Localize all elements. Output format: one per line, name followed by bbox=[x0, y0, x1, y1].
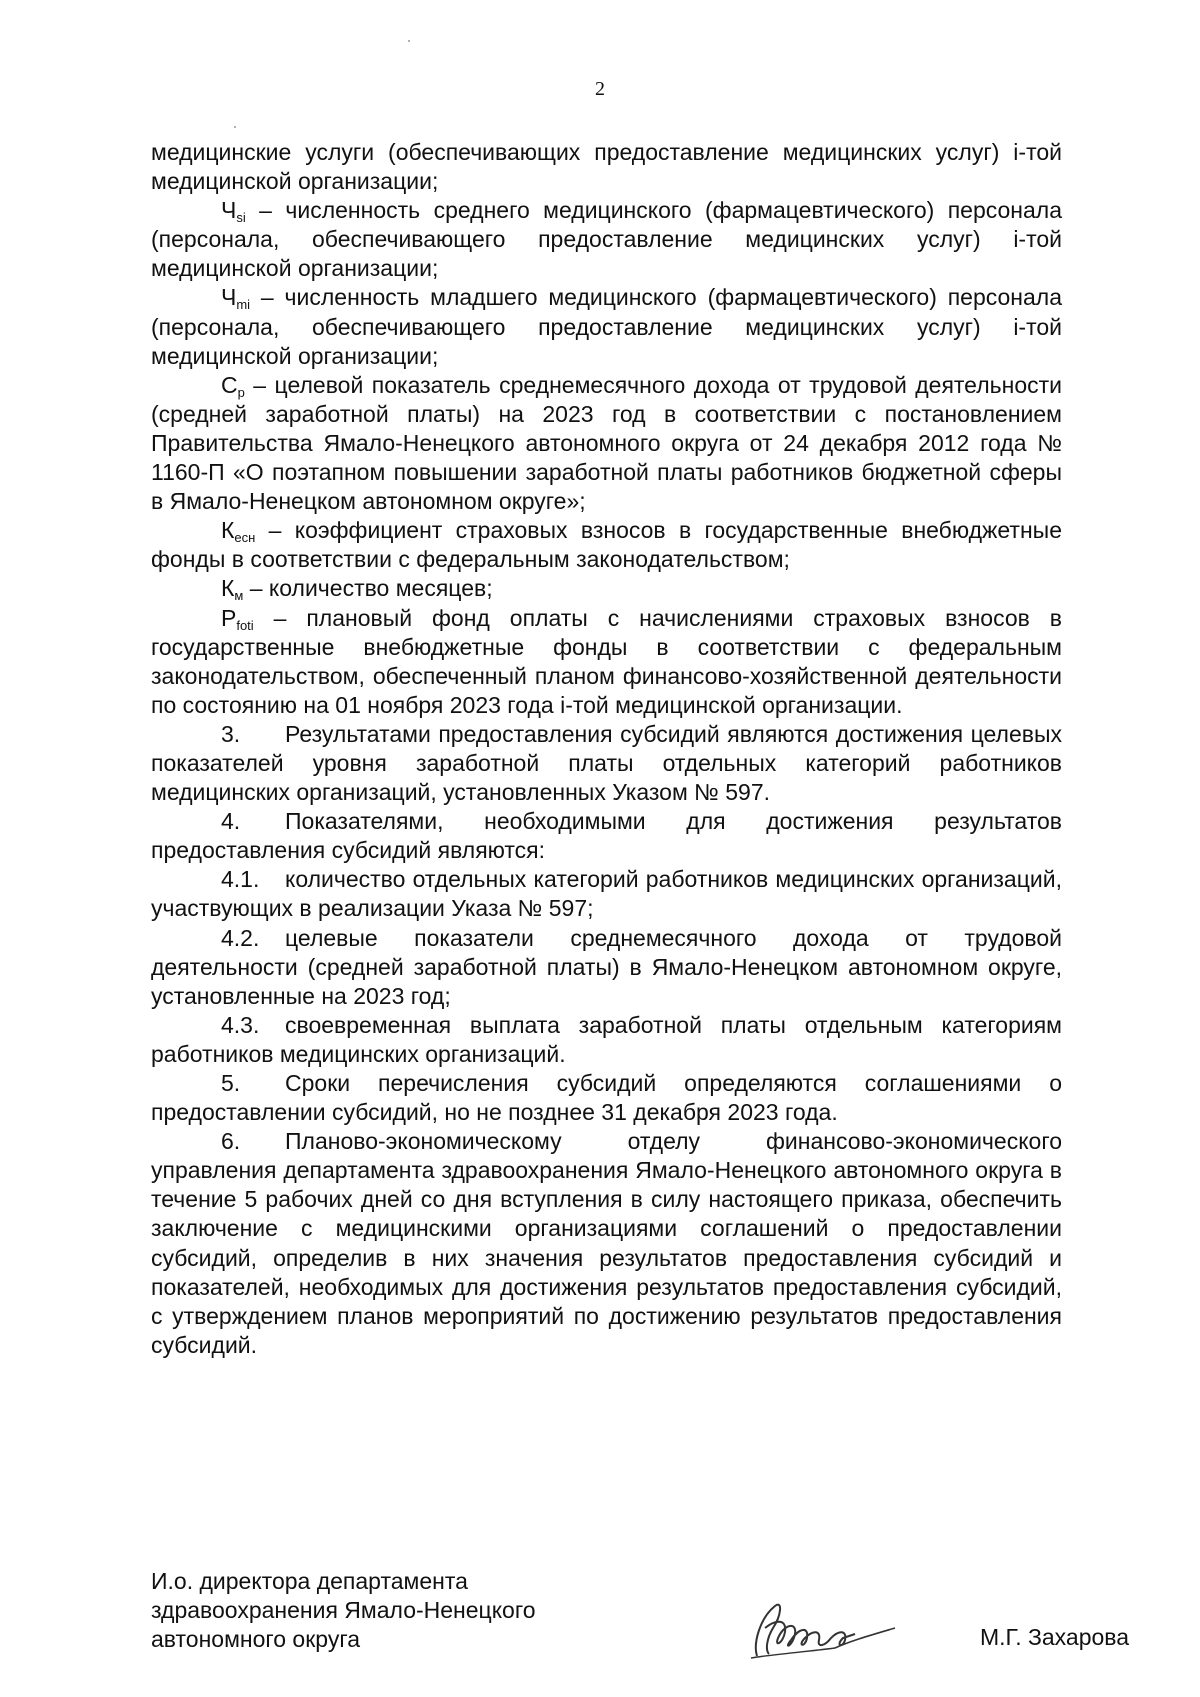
definition-p-foti: $Р_{foti}$ – плановый фонд оплаты с начислениями страховых взносов в государственные внебюджетные фонды в соответствии с федеральным законодательством, обеспеченный планом финансово-хозяйственной деятельности по состоянию на 01 ноября 2023 года i-той медицинской организации. bbox=[151, 604, 1062, 718]
variable-symbol: $С_р$ bbox=[221, 371, 245, 400]
definition-c-p: $С_р$ – целевой показатель среднемесячного дохода от трудовой деятельности (средней заработной платы) на 2023 год в соответствии с постановлением Правительства Ямало-Ненецкого автономного округа от 24 декабря 2012 года № 1160-П «О поэтапном повышении заработной платы работников бюджетной сферы в Ямало-Ненецком автономном округе»; bbox=[151, 371, 1062, 515]
signatory-title-line: автономного округа bbox=[151, 1626, 360, 1652]
signatory-title-line: здравоохранения Ямало-Ненецкого bbox=[151, 1597, 536, 1623]
document-body bbox=[151, 138, 1062, 1360]
variable-symbol: $Р_{foti}$ bbox=[221, 604, 254, 633]
variable-symbol: $Ч_{si}$ bbox=[221, 197, 246, 226]
definition-ch-mi: $Ч_{mi}$ – численность младшего медицинского (фармацевтического) персонала (персонала, обеспечивающего предоставление медицинских услуг) i-той медицинской организации; bbox=[151, 284, 1062, 369]
clause-number: 6. bbox=[221, 1128, 241, 1155]
variable-symbol: $К_м$ bbox=[221, 575, 244, 604]
signatory-title bbox=[151, 1567, 536, 1654]
clause-4-1: 4.1. количество отдельных категорий работников медицинских организаций, участвующих в реализации Указа № 597; bbox=[151, 866, 1062, 922]
scan-speck bbox=[234, 126, 236, 128]
handwritten-signature bbox=[735, 1588, 905, 1668]
variable-symbol: $Ч_{mi}$ bbox=[221, 284, 251, 313]
clause-3: 3. Результатами предоставления субсидий являются достижения целевых показателей уровня заработной платы отдельных категорий работников медицинских организаций, установленных Указом № 597. bbox=[151, 720, 1062, 806]
signatory-name: М.Г. Захарова bbox=[980, 1624, 1130, 1650]
paragraph-continuation: медицинские услуги (обеспечивающих предоставление медицинских услуг) i-той медицинской организации; bbox=[151, 139, 1062, 195]
clause-4: 4. Показателями, необходимыми для достижения результатов предоставления субсидий являются: bbox=[151, 808, 1062, 864]
clause-number: 3. bbox=[221, 720, 241, 747]
scan-speck bbox=[408, 40, 410, 42]
clause-4-3: 4.3. своевременная выплата заработной платы отдельным категориям работников медицинских организаций. bbox=[151, 1011, 1062, 1067]
clause-number: 4.1. bbox=[221, 866, 260, 893]
definition-k-m: $К_м$ – количество месяцев; bbox=[221, 575, 493, 604]
page-number: 2 bbox=[595, 78, 605, 100]
variable-symbol: $К_{есн}$ bbox=[221, 517, 256, 546]
clause-number: 4. bbox=[221, 808, 241, 835]
definition-ch-si: $Ч_{si}$ – численность среднего медицинского (фармацевтического) персонала (персонала, обеспечивающего предоставление медицинских услуг) i-той медицинской организации; bbox=[151, 197, 1062, 282]
clause-number: 4.2. bbox=[221, 924, 260, 951]
clause-5: 5. Сроки перечисления субсидий определяются соглашениями о предоставлении субсидий, но не позднее 31 декабря 2023 года. bbox=[151, 1070, 1062, 1126]
clause-number: 5. bbox=[221, 1070, 241, 1096]
clause-6: 6. Планово-экономическому отделу финансово-экономического управления департамента здравоохранения Ямало-Ненецкого автономного округа в течение 5 рабочих дней со дня вступления в силу настоящего приказа, обеспечить заключение с медицинскими организациями соглашений о предоставлении субсидий, определив в них значения результатов предоставления субсидий и показателей, необходимых для достижения результатов предоставления субсидий, с утверждением планов мероприятий по достижению результатов предоставления субсидий. bbox=[151, 1128, 1062, 1358]
signatory-title-line: И.о. директора департамента bbox=[151, 1568, 468, 1594]
definition-k-esn: $К_{есн}$ – коэффициент страховых взносов в государственные внебюджетные фонды в соответствии с федеральным законодательством; bbox=[151, 517, 1062, 573]
clause-4-2: 4.2. целевые показатели среднемесячного дохода от трудовой деятельности (средней заработной платы) в Ямало-Ненецком автономном округе, установленные на 2023 год; bbox=[151, 924, 1062, 1009]
clause-number: 4.3. bbox=[221, 1011, 260, 1038]
